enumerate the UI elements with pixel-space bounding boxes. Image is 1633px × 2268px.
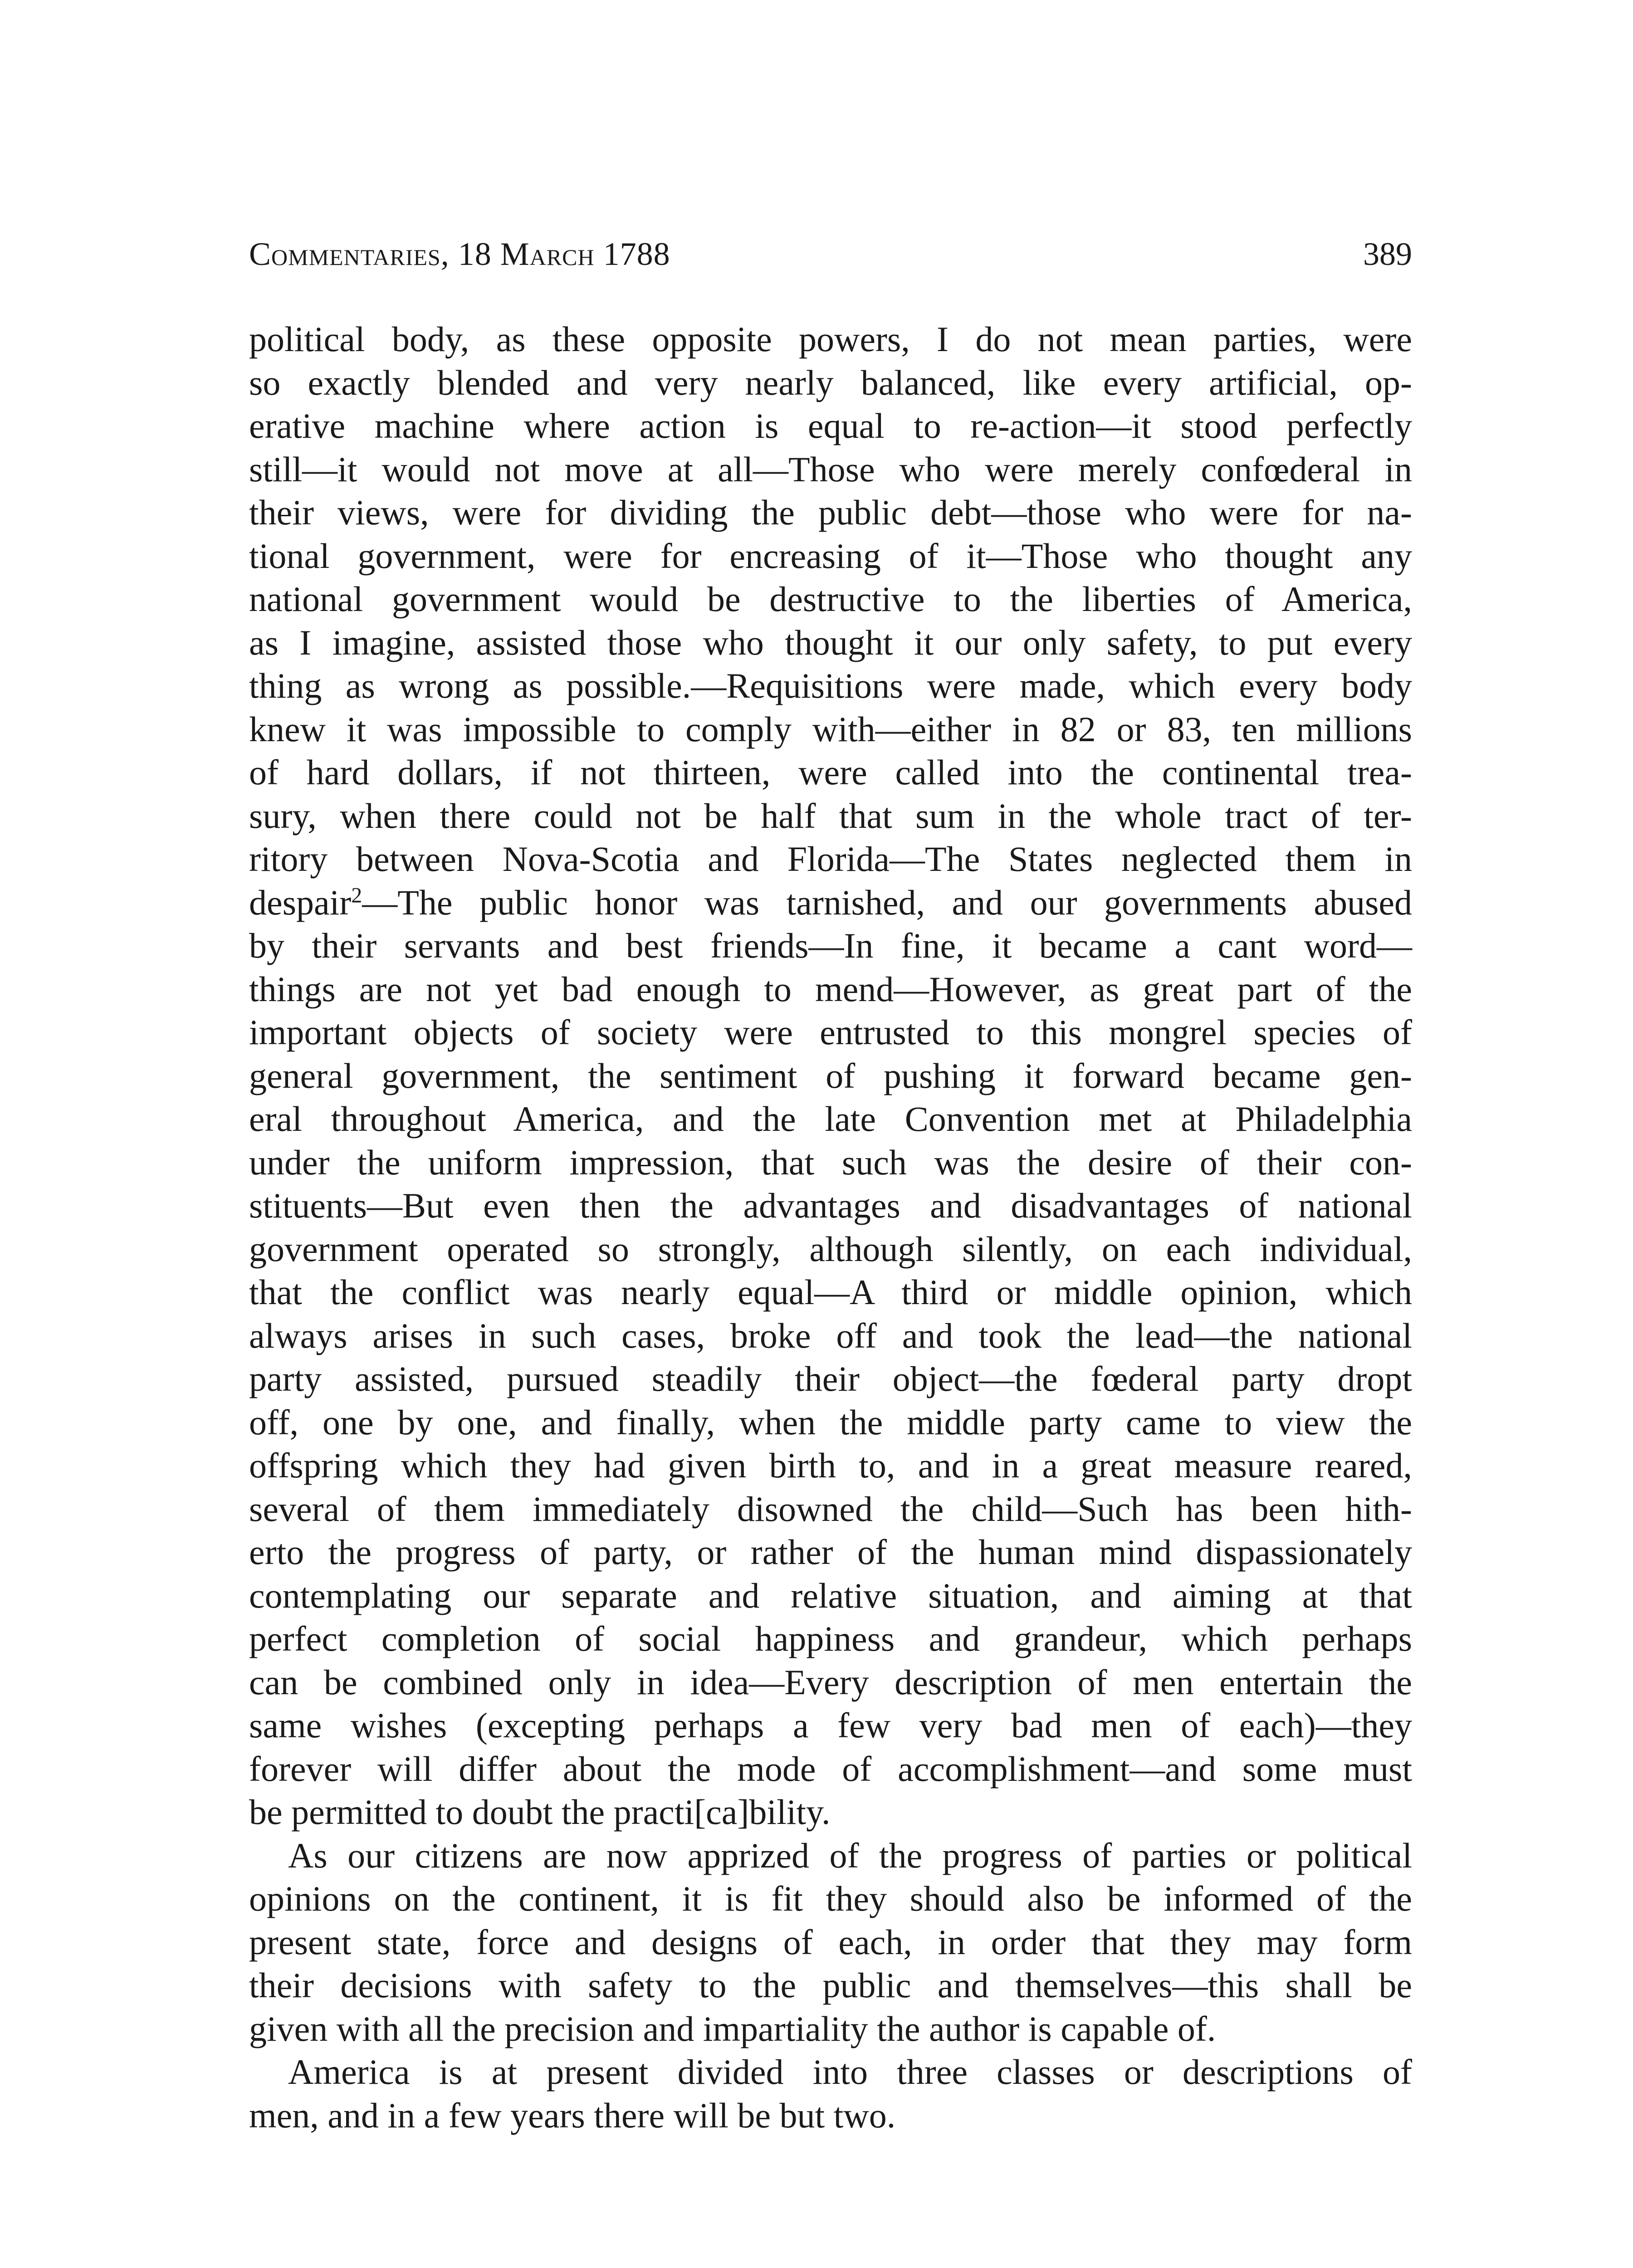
text-line: knew it was impossible to comply with—either in 82 or 83, ten millions [249,709,1412,749]
text-line: contemplating our separate and relative situation, and aiming at that [249,1575,1412,1615]
text-line: be permitted to doubt the practi[ca]bility. [249,1792,831,1832]
text-line: stituents—But even then the advantages and disadvantages of national [249,1186,1412,1225]
text-line: given with all the precision and impartiality the author is capable of. [249,2009,1216,2048]
text-line-with-footnote [249,881,1412,924]
text-line: so exactly blended and very nearly balanced, like every artificial, op- [249,362,1412,402]
text-line: still—it would not move at all—Those who were merely confœderal in [249,449,1412,489]
text-line: ritory between Nova-Scotia and Florida—The States neglected them in [249,839,1412,879]
text-line: offspring which they had given birth to, and in a great measure reared, [249,1446,1412,1485]
text-line: national government would be destructive to the liberties of America, [249,579,1412,619]
page-header [249,229,1412,279]
text-fragment: despair [249,882,352,922]
running-head: Commentaries, 18 March 1788 [249,236,670,272]
text-line: government operated so strongly, although silently, on each individual, [249,1229,1412,1269]
text-line: political body, as these opposite powers, I do not mean parties, were [249,319,1412,359]
text-line: of hard dollars, if not thirteen, were called into the continental trea- [249,753,1412,792]
text-line: men, and in a few years there will be but two. [249,2095,896,2135]
body-text [249,318,1412,2137]
text-line: party assisted, pursued steadily their object—the fœderal party dropt [249,1359,1412,1398]
text-line: erative machine where action is equal to re-action—it stood perfectly [249,406,1412,445]
text-line: as I imagine, assisted those who thought it our only safety, to put every [249,622,1412,662]
text-line: erto the progress of party, or rather of the human mind dispassionately [249,1532,1412,1572]
paragraph-2 [249,1834,1412,2051]
text-line: As our citizens are now apprized of the progress of parties or political [288,1835,1412,1875]
text-line: general government, the sentiment of pushing it forward became gen- [249,1056,1412,1095]
text-line: under the uniform impression, that such was the desire of their con- [249,1142,1412,1182]
text-line: that the conflict was nearly equal—A third or middle opinion, which [249,1272,1412,1312]
text-line: forever will differ about the mode of accomplishment—and some must [249,1749,1412,1789]
text-fragment: —The public honor was tarnished, and our governments abused [362,882,1412,922]
text-line: eral throughout America, and the late Convention met at Philadelphia [249,1099,1412,1139]
text-line: by their servants and best friends—In fine, it became a cant word— [249,926,1412,965]
text-line: their decisions with safety to the public and themselves—this shall be [249,1965,1412,2005]
text-line: present state, force and designs of each, in order that they may form [249,1922,1412,1962]
text-line: tional government, were for encreasing of it—Those who thought any [249,536,1412,576]
text-line: perfect completion of social happiness and grandeur, which perhaps [249,1619,1412,1658]
text-line: opinions on the continent, it is fit they should also be informed of the [249,1879,1412,1918]
text-line: important objects of society were entrusted to this mongrel species of [249,1012,1412,1052]
text-line: off, one by one, and finally, when the middle party came to view the [249,1402,1412,1442]
text-line: same wishes (excepting perhaps a few very bad men of each)—they [249,1706,1412,1745]
paragraph-3 [249,2050,1412,2137]
footnote-marker: 2 [351,883,362,908]
text-line: thing as wrong as possible.—Requisitions were made, which every body [249,666,1412,705]
text-line: things are not yet bad enough to mend—However, as great part of the [249,969,1412,1009]
text-line: several of them immediately disowned the child—Such has been hith- [249,1489,1412,1529]
text-line: America is at present divided into three classes or descriptions of [288,2052,1412,2092]
text-line: can be combined only in idea—Every description of men entertain the [249,1662,1412,1702]
text-line: sury, when there could not be half that sum in the whole tract of ter- [249,796,1412,836]
text-line: their views, were for dividing the public debt—those who were for na- [249,493,1412,532]
page-number: 389 [1363,236,1412,272]
text-line: always arises in such cases, broke off and took the lead—the national [249,1315,1412,1355]
paragraph-1 [249,318,1412,1834]
